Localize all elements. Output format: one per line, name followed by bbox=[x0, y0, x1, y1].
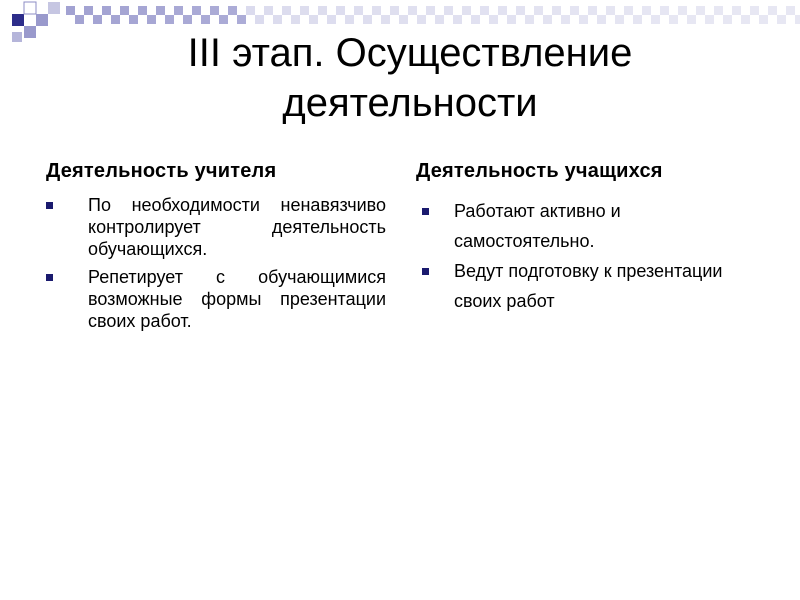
decor-checker-row bbox=[66, 6, 800, 24]
square-bullet-icon bbox=[46, 274, 53, 281]
decor-square bbox=[435, 15, 444, 24]
decor-square bbox=[660, 6, 669, 15]
list-item-text: Ведут подготовку к презентации своих работ bbox=[454, 261, 723, 311]
decor-square bbox=[291, 15, 300, 24]
decor-square bbox=[732, 6, 741, 15]
decor-square bbox=[453, 15, 462, 24]
decor-square bbox=[120, 6, 129, 15]
teacher-heading: Деятельность учителя bbox=[46, 160, 277, 182]
decor-square bbox=[615, 15, 624, 24]
decor-square bbox=[102, 6, 111, 15]
decor-square bbox=[363, 15, 372, 24]
decor-square bbox=[552, 6, 561, 15]
decor-square bbox=[543, 15, 552, 24]
list-item bbox=[416, 256, 756, 316]
decor-square bbox=[417, 15, 426, 24]
decor-square bbox=[75, 15, 84, 24]
list-item bbox=[46, 266, 386, 332]
decor-square bbox=[642, 6, 651, 15]
square-bullet-icon bbox=[422, 208, 429, 215]
decor-square bbox=[579, 15, 588, 24]
decor-square bbox=[624, 6, 633, 15]
decor-square bbox=[381, 15, 390, 24]
decor-square bbox=[687, 15, 696, 24]
decor-square bbox=[201, 15, 210, 24]
decor-square bbox=[444, 6, 453, 15]
teacher-column bbox=[46, 156, 386, 338]
decor-square bbox=[111, 15, 120, 24]
decor-square bbox=[768, 6, 777, 15]
page-title: III этап. Осуществление деятельности bbox=[187, 31, 633, 125]
students-column bbox=[416, 156, 756, 316]
decor-square bbox=[24, 2, 36, 14]
decor-square bbox=[507, 15, 516, 24]
decor-square bbox=[84, 6, 93, 15]
decor-square bbox=[246, 6, 255, 15]
decor-square bbox=[237, 15, 246, 24]
decor-square bbox=[480, 6, 489, 15]
students-heading: Деятельность учащихся bbox=[416, 160, 663, 182]
decor-square bbox=[93, 15, 102, 24]
decor-square bbox=[741, 15, 750, 24]
decor-square bbox=[426, 6, 435, 15]
decor-square bbox=[138, 6, 147, 15]
decor-square bbox=[516, 6, 525, 15]
decor-square bbox=[264, 6, 273, 15]
decor-square bbox=[705, 15, 714, 24]
decor-square bbox=[786, 6, 795, 15]
decor-square bbox=[219, 15, 228, 24]
list-item-text: Работают активно и самостоятельно. bbox=[454, 201, 621, 251]
decor-square bbox=[714, 6, 723, 15]
list-item bbox=[416, 196, 756, 256]
decor-square bbox=[561, 15, 570, 24]
students-list bbox=[416, 196, 756, 316]
decor-square bbox=[282, 6, 291, 15]
decor-square bbox=[408, 6, 417, 15]
decor-square bbox=[228, 6, 237, 15]
teacher-list bbox=[46, 194, 386, 332]
decor-square bbox=[588, 6, 597, 15]
square-bullet-icon bbox=[46, 202, 53, 209]
decor-square bbox=[165, 15, 174, 24]
square-bullet-icon bbox=[422, 268, 429, 275]
list-item-text: Репетирует с обучающимися возможные формы презентации своих работ. bbox=[88, 267, 386, 331]
decor-square bbox=[183, 15, 192, 24]
decor-square bbox=[354, 6, 363, 15]
decor-square bbox=[570, 6, 579, 15]
decor-square bbox=[795, 15, 800, 24]
decor-square bbox=[156, 6, 165, 15]
decor-square bbox=[36, 14, 48, 26]
decor-square bbox=[24, 26, 36, 38]
decor-square bbox=[651, 15, 660, 24]
decor-square bbox=[777, 15, 786, 24]
decor-square bbox=[750, 6, 759, 15]
decor-square bbox=[723, 15, 732, 24]
decor-square bbox=[345, 15, 354, 24]
decor-square bbox=[66, 6, 75, 15]
decor-square bbox=[534, 6, 543, 15]
decor-square bbox=[462, 6, 471, 15]
decor-square bbox=[606, 6, 615, 15]
decor-square bbox=[678, 6, 687, 15]
decor-square bbox=[300, 6, 309, 15]
decor-square bbox=[759, 15, 768, 24]
decor-square bbox=[12, 14, 24, 26]
decor-square bbox=[336, 6, 345, 15]
list-item bbox=[46, 194, 386, 260]
decor-square bbox=[498, 6, 507, 15]
decor-square bbox=[489, 15, 498, 24]
decor-square bbox=[525, 15, 534, 24]
decor-square bbox=[255, 15, 264, 24]
decor-square bbox=[669, 15, 678, 24]
decor-square bbox=[633, 15, 642, 24]
decor-square bbox=[309, 15, 318, 24]
decor-square bbox=[273, 15, 282, 24]
decor-square bbox=[318, 6, 327, 15]
decor-square bbox=[372, 6, 381, 15]
decor-square bbox=[12, 32, 22, 42]
decor-square bbox=[192, 6, 201, 15]
decor-square bbox=[696, 6, 705, 15]
list-item-text: По необходимости ненавязчиво контролирует деятельность обучающихся. bbox=[88, 195, 386, 259]
decor-square bbox=[390, 6, 399, 15]
decor-square bbox=[210, 6, 219, 15]
decor-square bbox=[129, 15, 138, 24]
decor-square bbox=[399, 15, 408, 24]
decor-square bbox=[471, 15, 480, 24]
decor-square bbox=[147, 15, 156, 24]
decor-square bbox=[327, 15, 336, 24]
decor-square bbox=[174, 6, 183, 15]
decor-square bbox=[597, 15, 606, 24]
decor-square bbox=[48, 2, 60, 14]
